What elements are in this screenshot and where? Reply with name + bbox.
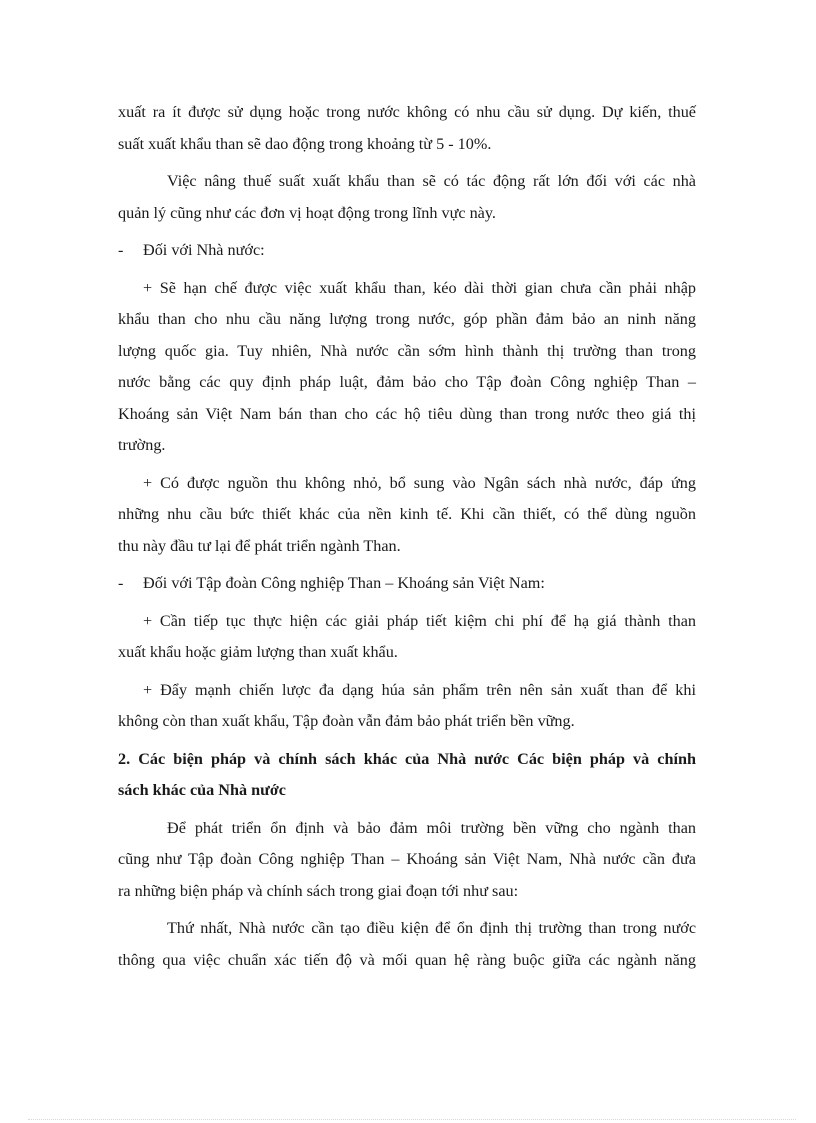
text-line: nước bằng các quy định pháp luật, đảm bảo cho Tập đoàn Công nghiệp Than – [118,373,696,391]
paragraph-stability [118,813,696,908]
text-line: + Cần tiếp tục thực hiện các giải pháp tiết kiệm chi phí để hạ giá thành than [143,611,696,630]
text-line: Thứ nhất, Nhà nước cần tạo điều kiện để ổn định thị trường than trong nước [167,919,696,937]
text-line: + Sẽ hạn chế được việc xuất khẩu than, kéo dài thời gian chưa cần phải nhập [143,278,696,297]
text-line: + Có được nguồn thu không nhỏ, bổ sung vào Ngân sách nhà nước, đáp ứng [143,473,696,492]
text-line: quản lý cũng như các đơn vị hoạt động trong lĩnh vực này. [118,203,496,222]
text-line: xuất khẩu hoặc giảm lượng than xuất khẩu. [118,643,398,661]
paragraph-export-tax-forecast [118,97,696,160]
text-line: xuất ra ít được sử dụng hoặc trong nước không có nhu cầu sử dụng. Dự kiến, thuế [118,103,696,121]
text-line: khẩu than cho nhu cầu năng lượng trong nước, góp phần đảm bảo an ninh năng [118,310,696,328]
page-bottom-rule [28,1119,796,1120]
dash-item-group [118,568,696,600]
text-line: suất xuất khẩu than sẽ dao động trong khoảng từ 5 - 10%. [118,134,492,153]
text-line: thông qua việc chuẩn xác tiến độ và mối quan hệ ràng buộc giữa các ngành năng [118,950,696,969]
text-line: những nhu cầu bức thiết khác của nền kinh tế. Khi cần thiết, có thể dùng nguồn [118,505,696,523]
text-line: thu này đầu tư lại để phát triển ngành Than. [118,536,401,555]
paragraph-first-measure [118,913,696,976]
text-line: cũng như Tập đoàn Công nghiệp Than – Khoáng sản Việt Nam, Nhà nước cần đưa [118,850,696,868]
text-line: không còn than xuất khẩu, Tập đoàn vẫn đảm bảo phát triển bền vững. [118,712,575,730]
heading-line: sách khác của Nhà nước [118,781,286,799]
text-line: Để phát triển ổn định và bảo đảm môi trường bền vững cho ngành than [167,818,696,837]
dash-item-label: Đối với Tập đoàn Công nghiệp Than – Khoáng sản Việt Nam: [143,574,545,592]
bullet-cost-saving [118,606,696,669]
text-line: Việc nâng thuế suất xuất khẩu than sẽ có tác động rất lớn đối với các nhà [167,172,696,190]
text-line: lượng quốc gia. Tuy nhiên, Nhà nước cần sớm hình thành thị trường than trong [118,341,696,360]
dash-marker: - [118,241,124,259]
dash-item-label: Đối với Nhà nước: [143,241,265,259]
bullet-limit-export [118,273,696,462]
text-line: Khoáng sản Việt Nam bán than cho các hộ tiêu dùng than trong nước theo giá thị [118,404,696,423]
text-line: ra những biện pháp và chính sách trong giai đoạn tới như sau: [118,881,519,900]
paragraph-impact [118,166,696,229]
bullet-diversification [118,675,696,738]
dash-marker: - [118,574,124,592]
bullet-revenue [118,468,696,563]
dash-item-state [118,235,696,267]
text-line: + Đẩy mạnh chiến lược đa dạng húa sản phẩm trên nên sản xuất than để khi [143,680,696,699]
heading-line: 2. Các biện pháp và chính sách khác của Nhà nước Các biện pháp và chính [118,749,696,768]
document-page [118,97,696,976]
section-heading [118,744,696,807]
text-line: trường. [118,436,166,454]
